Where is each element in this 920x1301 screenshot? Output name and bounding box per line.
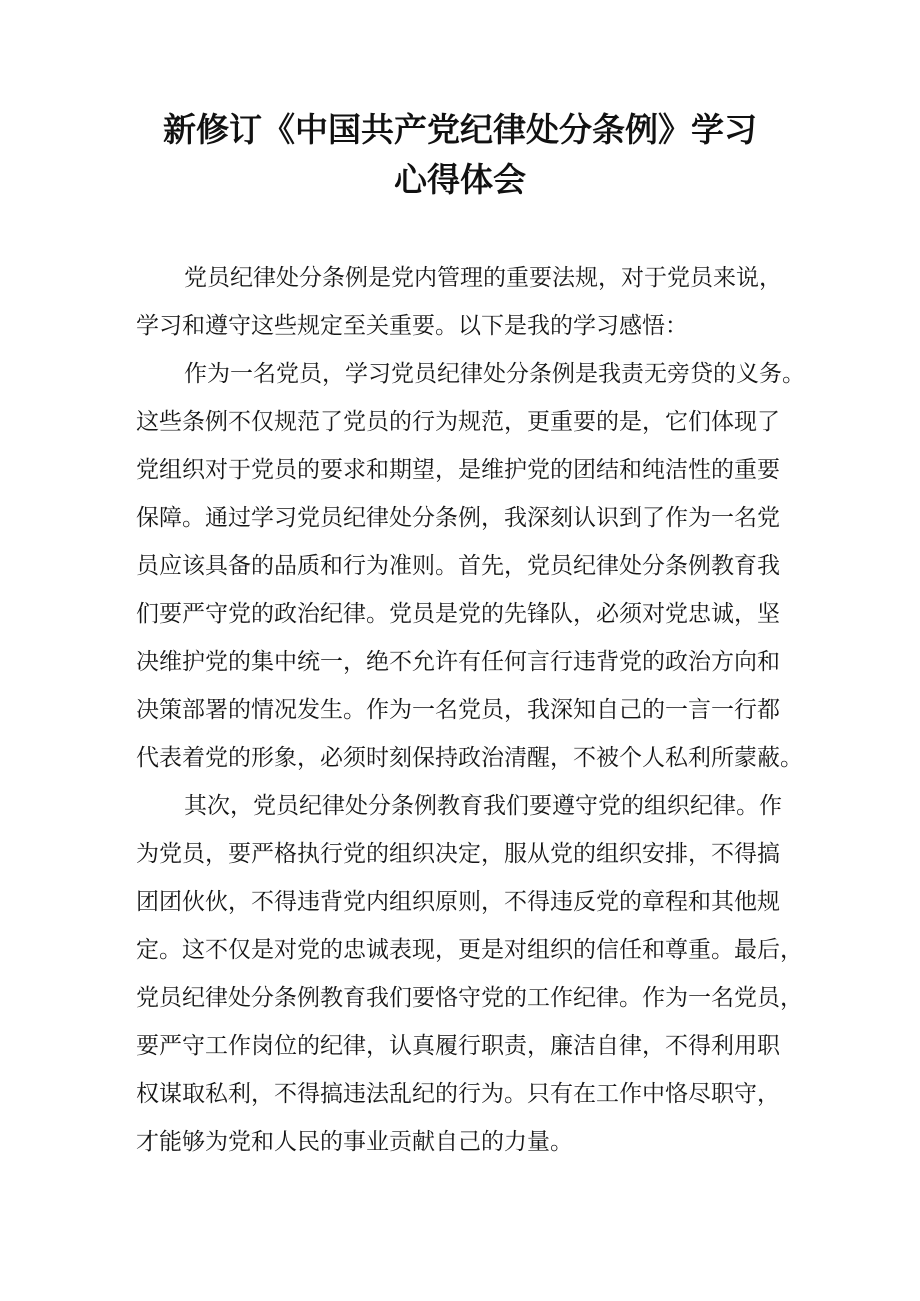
paragraph-2-line-3: 党组织对于党员的要求和期望，是维护党的团结和纯洁性的重要 <box>136 457 780 483</box>
document-title-line-2: 心得体会 <box>394 160 526 199</box>
paragraph-2-line-6: 们要严守党的政治纪律。党员是党的先锋队，必须对党忠诚，坚 <box>136 601 780 627</box>
paragraph-1-line-1: 党员纪律处分条例是党内管理的重要法规，对于党员来说， <box>184 265 782 291</box>
paragraph-3-line-1: 其次，党员纪律处分条例教育我们要遵守党的组织纪律。作 <box>184 793 782 819</box>
paragraph-3-line-2: 为党员，要严格执行党的组织决定，服从党的组织安排，不得搞 <box>136 841 780 867</box>
paragraph-3-line-6: 要严守工作岗位的纪律，认真履行职责，廉洁自律，不得利用职 <box>136 1033 780 1059</box>
paragraph-3-line-5: 党员纪律处分条例教育我们要恪守党的工作纪律。作为一名党员， <box>136 985 803 1011</box>
paragraph-3-line-7: 权谋取私利，不得搞违法乱纪的行为。只有在工作中恪尽职守， <box>136 1081 780 1107</box>
paragraph-2-line-2: 这些条例不仅规范了党员的行为规范，更重要的是，它们体现了 <box>136 409 780 435</box>
paragraph-3-line-3: 团团伙伙，不得违背党内组织原则，不得违反党的章程和其他规 <box>136 889 780 915</box>
paragraph-3-line-8: 才能够为党和人民的事业贡献自己的力量。 <box>136 1129 573 1155</box>
paragraph-1-line-2: 学习和遵守这些规定至关重要。以下是我的学习感悟： <box>136 313 688 339</box>
paragraph-3-line-4: 定。这不仅是对党的忠诚表现，更是对组织的信任和尊重。最后， <box>136 937 803 963</box>
paragraph-2-line-9: 代表着党的形象，必须时刻保持政治清醒，不被个人私利所蒙蔽。 <box>136 745 803 771</box>
paragraph-2-line-5: 员应该具备的品质和行为准则。首先，党员纪律处分条例教育我 <box>136 553 780 579</box>
paragraph-2-line-4: 保障。通过学习党员纪律处分条例，我深刻认识到了作为一名党 <box>136 505 780 531</box>
paragraph-2-line-8: 决策部署的情况发生。作为一名党员，我深知自己的一言一行都 <box>136 697 780 723</box>
document-title-line-1: 新修订《中国共产党纪律处分条例》学习 <box>163 110 757 149</box>
paragraph-2-line-7: 决维护党的集中统一，绝不允许有任何言行违背党的政治方向和 <box>136 649 780 675</box>
paragraph-2-line-1: 作为一名党员，学习党员纪律处分条例是我责无旁贷的义务。 <box>184 361 805 387</box>
